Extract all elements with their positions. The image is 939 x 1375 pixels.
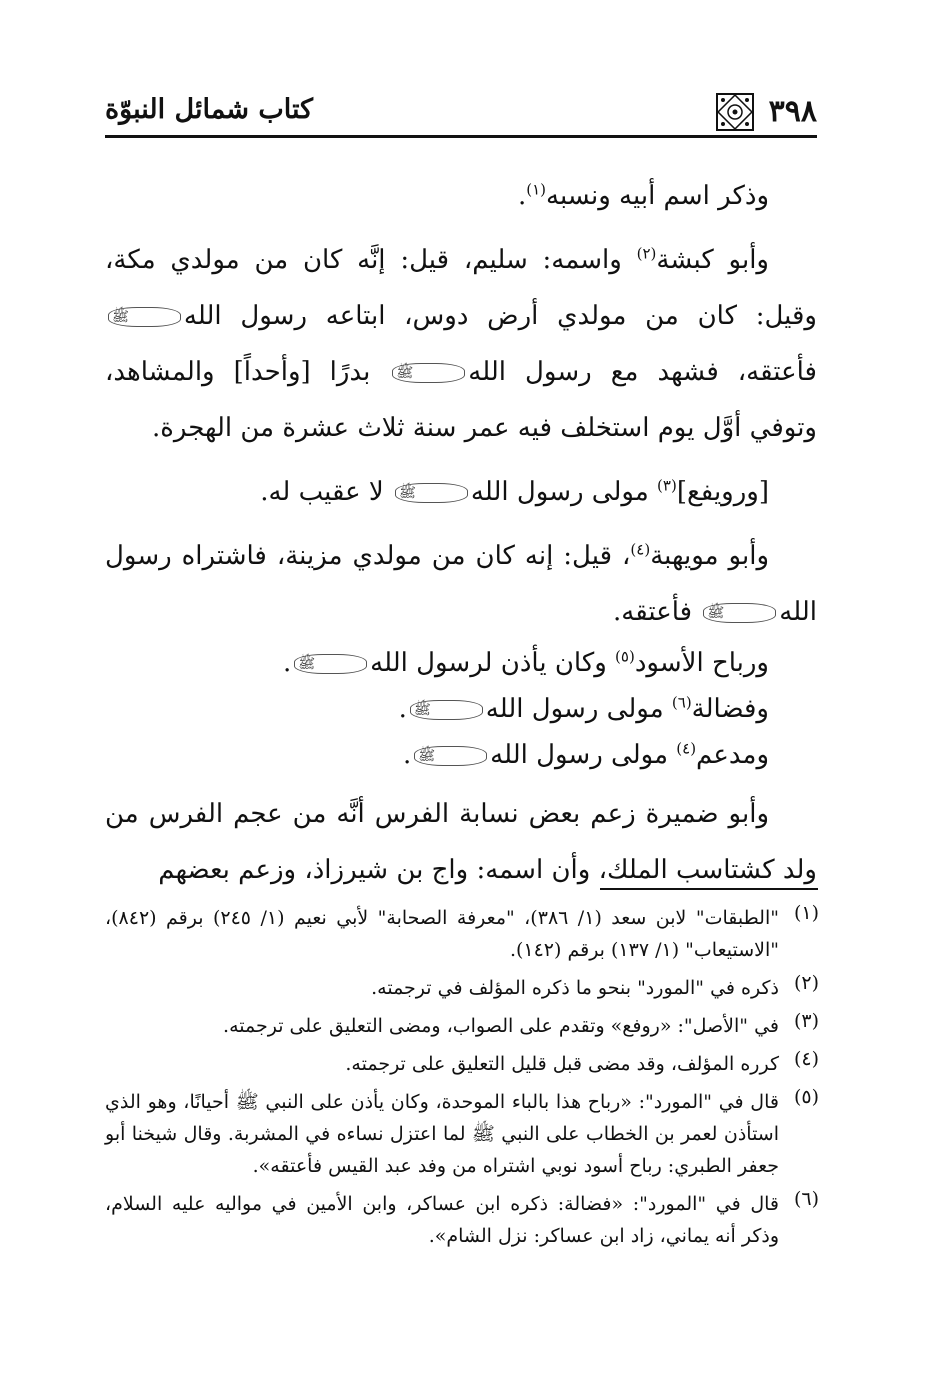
text-run: .: [282, 648, 292, 678]
footnote-ref: (٥): [615, 647, 635, 666]
paragraph: [105, 640, 817, 686]
text-run: ، قيل: إنه كان من مولدي مزينة، فاشتراه رسول الله: [105, 541, 817, 627]
text-run: لا عقيب له.: [260, 477, 392, 507]
footnote-number: (٥): [793, 1086, 819, 1108]
pbuh-ligature-icon: ﷺ: [108, 307, 181, 327]
footnote-number: (٢): [793, 972, 819, 994]
footnote-text: كرره المؤلف، وقد مضى قبل قليل التعليق على ترجمته.: [345, 1053, 779, 1075]
text-run: واسمه: سليم، قيل: إنَّه كان من مولدي مكة، وقيل: كان من مولدي أرض دوس، ابتاعه رسول الله: [105, 245, 817, 331]
text-run: بدرًا [وأحداً] والمشاهد، وتوفي أوَّل يوم استخلف فيه عمر سنة ثلاث عشرة من الهجرة.: [105, 357, 817, 443]
paragraph: [105, 528, 817, 640]
footnote: [105, 972, 819, 1004]
footnote-ref: (١): [526, 180, 547, 199]
pbuh-ligature-icon: ﷺ: [395, 483, 468, 503]
text-run: مولى رسول الله: [485, 694, 672, 724]
paragraph: [105, 786, 817, 898]
pbuh-ligature-icon: ﷺ: [703, 603, 776, 623]
book-title: كتاب شمائل النبوّة: [105, 94, 313, 125]
text-run: مولى رسول الله: [490, 740, 677, 770]
footnote-text: قال في "المورد": «رباح هذا بالباء الموحدة، وكان يأذن على النبي ﷺ أحيانًا، وهو الذي استأذن لعمر بن الخطاب على النبي ﷺ لما اعتزل نساءه في المشربة. وقال شيخنا أبو جعفر الطبري: رباح أسود نوبي اشتراه من وفد عبد القيس فأعتقه».: [105, 1091, 779, 1177]
footnote-ref: (٤): [630, 540, 651, 559]
text-run: وكان يأذن لرسول الله: [370, 648, 616, 678]
footnote-text: قال في "المورد": «فضالة: ذكره ابن عساكر، وابن الأمين في مواليه عليه السلام، وذكر أنه يماني، زاد ابن عساكر: نزل الشام».: [105, 1193, 779, 1247]
footnote-number: (٤): [793, 1048, 819, 1070]
text-run: مولى رسول الله: [470, 477, 658, 507]
footnote-ref: (٦): [671, 693, 692, 712]
pbuh-ligature-icon: ﷺ: [414, 746, 487, 766]
paragraph: [105, 732, 817, 778]
footnote-text: ذكره في "المورد" بنحو ما ذكره المؤلف في ترجمته.: [371, 977, 779, 999]
header-divider: [105, 135, 817, 138]
footnote: [105, 902, 819, 966]
text-run: [ورويفع]: [676, 477, 769, 507]
footnote: [105, 1188, 819, 1252]
text-run: وأبو كبشة: [656, 245, 769, 275]
text-run: وأبو ضميرة زعم بعض نسابة الفرس أنَّه من عجم الفرس من ولد كشتاسب الملك، وأن اسمه: واج بن شيرزاذ، وزعم بعضهم: [105, 799, 817, 885]
text-run: ومدعم: [696, 740, 769, 770]
page-header: [105, 86, 817, 134]
text-run: ورباح الأسود: [634, 648, 769, 678]
footnote-number: (٦): [793, 1188, 819, 1210]
footnote-ref: (٣): [657, 476, 677, 495]
footnote-number: (١): [793, 902, 819, 924]
footnote: [105, 1048, 819, 1080]
footnote-ref: (٢): [636, 244, 657, 263]
decorative-ornament-icon: [715, 92, 755, 132]
text-run: فأعتقه، فشهد مع رسول الله: [468, 357, 817, 387]
text-run: .: [398, 694, 407, 724]
footnote-text: "الطبقات" لابن سعد (١/ ٣٨٦)، "معرفة الصحابة" لأبي نعيم (١/ ٢٤٥) برقم (٨٤٢)، "الاستيعاب" (١/ ١٣٧) برقم (١٤٢).: [105, 907, 779, 961]
footnotes: [105, 902, 819, 1258]
main-text: [105, 168, 817, 898]
text-run: .: [402, 740, 412, 770]
footnote-ref: (٤): [676, 739, 697, 758]
pbuh-ligature-icon: ﷺ: [410, 700, 483, 720]
footnote-number: (٣): [793, 1010, 819, 1032]
text-run: وفضالة: [691, 694, 769, 724]
footnote: [105, 1010, 819, 1042]
page-number: ٣٩٨: [768, 94, 817, 129]
footnote: [105, 1086, 819, 1182]
paragraph: [105, 232, 817, 456]
paragraph: [105, 686, 817, 732]
text-run: وذكر اسم أبيه ونسبه: [546, 181, 769, 211]
pbuh-ligature-icon: ﷺ: [294, 654, 367, 674]
footnote-divider: [600, 888, 818, 890]
paragraph: [105, 168, 817, 224]
footnote-text: في "الأصل": «روفع» وتقدم على الصواب، ومضى التعليق على ترجمته.: [223, 1015, 779, 1037]
paragraph: [105, 464, 817, 520]
text-run: فأعتقه.: [613, 597, 701, 627]
text-run: .: [517, 181, 527, 211]
text-run: وأبو مويهبة: [650, 541, 769, 571]
pbuh-ligature-icon: ﷺ: [392, 363, 465, 383]
